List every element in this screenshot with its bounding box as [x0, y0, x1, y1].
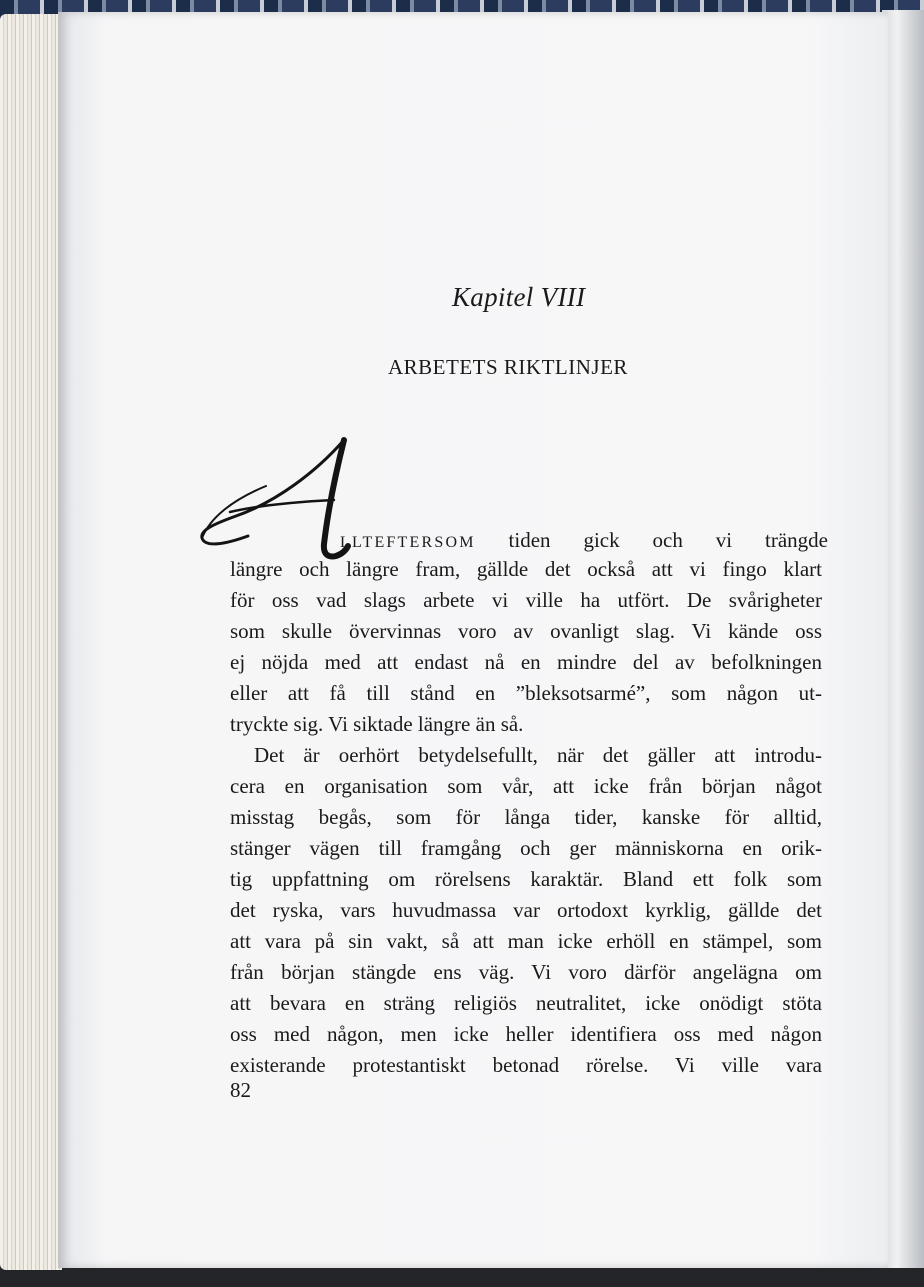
chapter-heading: ARBETETS RIKTLINJER — [388, 355, 628, 379]
text-line: för oss vad slags arbete vi ville ha utfört. De svårigheter — [230, 588, 822, 612]
text-line: som skulle övervinnas voro av ovanligt slag. Vi kände oss — [230, 619, 822, 643]
chapter-label: Kapitel VIII — [452, 282, 586, 312]
text-line: från början stängde ens väg. Vi voro därför angelägna om — [230, 960, 822, 984]
text-line: tryckte sig. Vi siktade längre än så. — [230, 712, 524, 736]
first-line — [340, 528, 828, 553]
text-line: eller att få till stånd en ”bleksotsarmé”, som någon ut- — [230, 681, 822, 705]
text-line: ej nöjda med att endast nå en mindre del av befolkningen — [230, 650, 822, 674]
text-line: misstag begås, som för långa tider, kanske för alltid, — [230, 805, 822, 829]
text-line: tig uppfattning om rörelsens karaktär. Bland ett folk som — [230, 867, 822, 891]
text-line: cera en organisation som vår, att icke från början något — [230, 774, 822, 798]
text-line: längre och längre fram, gällde det också att vi fingo klart — [230, 557, 822, 581]
text-line: att vara på sin vakt, så att man icke erhöll en stämpel, som — [230, 929, 822, 953]
text-line: stänger vägen till framgång och ger människorna en orik- — [230, 836, 822, 860]
text-line: att bevara en sträng religiös neutralitet, icke onödigt stöta — [230, 991, 822, 1015]
first-line-rest: tiden gick och vi trängde — [508, 528, 828, 552]
first-line-smallcaps: LLTEFTERSOM — [340, 534, 476, 551]
text-line: existerande protestantiskt betonad rörelse. Vi ville vara — [230, 1053, 822, 1077]
page-stack-edge — [0, 14, 62, 1270]
book-right-edge — [882, 10, 924, 1268]
text-line: oss med någon, men icke heller identifiera oss med någon — [230, 1022, 822, 1046]
page-number: 82 — [230, 1078, 251, 1102]
text-line: det ryska, vars huvudmassa var ortodoxt kyrklig, gällde det — [230, 898, 822, 922]
text-line-indented: Det är oerhört betydelsefullt, när det gäller att introdu- — [254, 743, 822, 767]
